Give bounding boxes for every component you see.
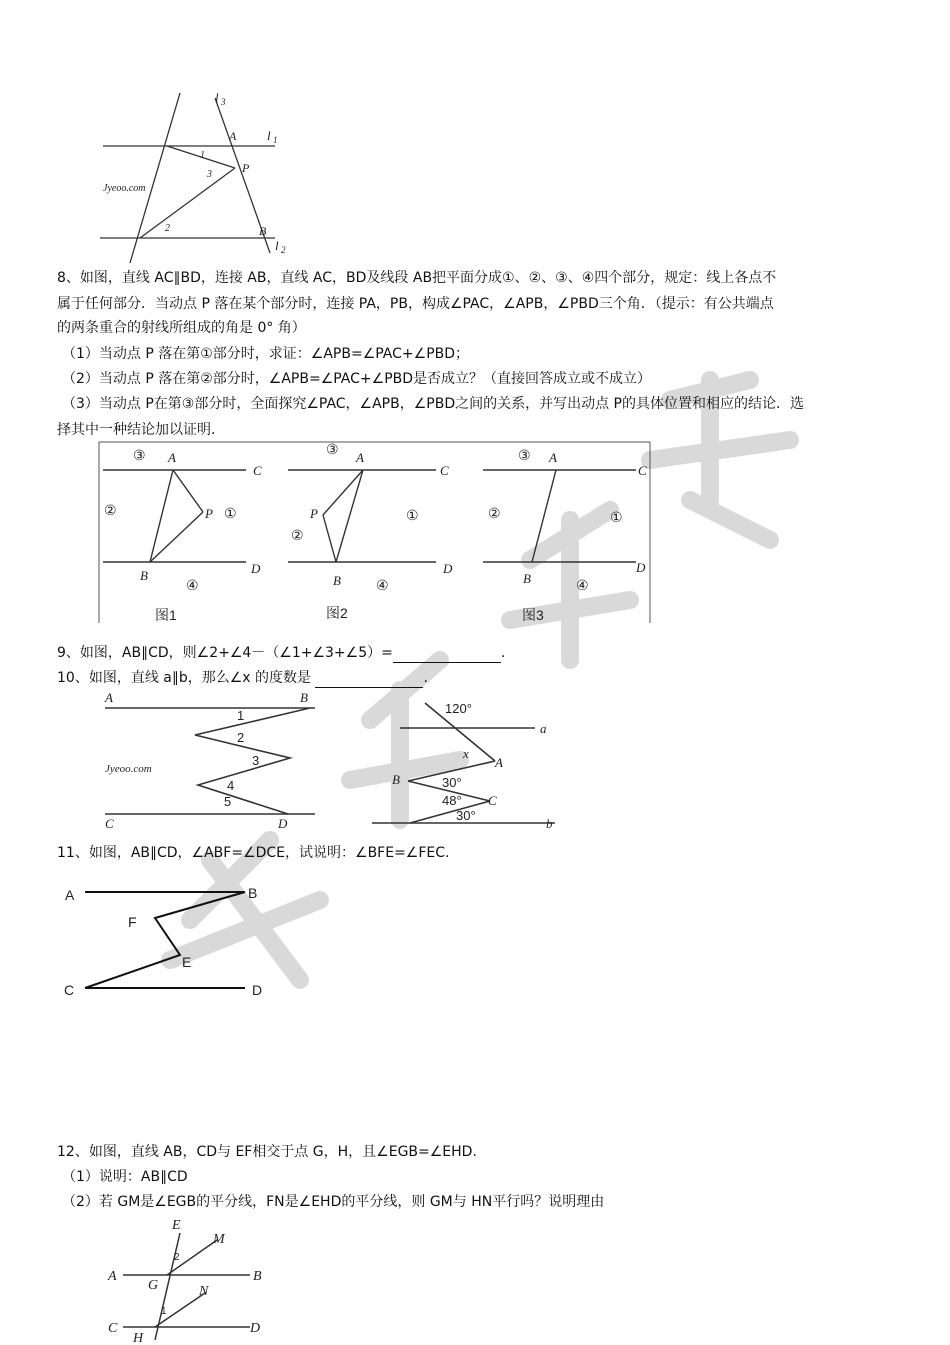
fig3-region3: ③ [518, 447, 531, 463]
fig3-label-D: D [636, 560, 646, 575]
q12-text: 12、如图，直线 AB，CD与 EF相交于点 G，H，且∠EGB=∠EHD. [57, 1144, 477, 1160]
q11-label-D: D [252, 982, 263, 998]
q12-label-B: B [253, 1269, 262, 1284]
q9-label-4: 4 [227, 778, 235, 793]
q12-label-M: M [213, 1232, 225, 1247]
q10-label-30b: 30° [456, 808, 476, 823]
q9-label-D: D [278, 816, 288, 831]
figure-q12 [105, 1215, 275, 1343]
fig2-caption: 图2 [326, 605, 348, 621]
fig3-region1: ① [610, 509, 623, 525]
figure-q9-zigzag [100, 690, 320, 830]
q12-label-H: H [133, 1331, 144, 1345]
fig3-region4: ④ [576, 577, 589, 593]
fig1-region2: ② [104, 502, 117, 518]
q12-label-E: E [172, 1218, 181, 1233]
q10-label-x: x [463, 746, 469, 761]
fig2-region1: ① [406, 507, 419, 523]
q10-label-A: A [495, 755, 503, 770]
fig2-label-P: P [310, 506, 318, 521]
q8-part2: （2）当动点 P 落在第②部分时，∠APB=∠PAC+∠PBD是否成立？（直接回答成立或不成立） [62, 371, 652, 387]
q9-period: . [500, 645, 506, 661]
fig2-region4: ④ [376, 577, 389, 593]
q10-label-48: 48° [442, 793, 462, 808]
label-l2-sub: 2 [281, 245, 286, 255]
label-3: 3 [207, 169, 212, 180]
q9-answer-blank[interactable] [393, 647, 501, 663]
fig2-label-A: A [356, 450, 364, 465]
q8-part1: （1）当动点 P 落在第①部分时，求证：∠APB=∠PAC+∠PBD； [62, 346, 470, 362]
fig1-caption: 图1 [155, 607, 177, 623]
fig2-region3: ③ [326, 441, 339, 457]
fig1-region3: ③ [133, 447, 146, 463]
fig3-label-C: C [638, 463, 647, 478]
q10-answer-blank[interactable] [315, 672, 423, 688]
q9-label-5: 5 [224, 794, 232, 809]
q9-label-1: 1 [237, 708, 245, 723]
label-P: P [242, 161, 250, 175]
q8-part3-cont: 择其中一种结论加以证明. [57, 422, 216, 438]
fig3-label-A: A [549, 450, 557, 465]
q10-question: 10、如图，直线 a∥b，那么∠x 的度数是 [57, 670, 312, 686]
q9-label-A: A [105, 690, 113, 705]
fig3-label-B: B [523, 571, 531, 586]
q10-label-a: a [540, 721, 547, 736]
fig2-label-B: B [333, 573, 341, 588]
fig2-region2: ② [291, 527, 304, 543]
q12-label-C: C [108, 1321, 118, 1336]
watermark-jyeoo-2: Jyeoo.com [105, 763, 152, 775]
q10-text [57, 668, 428, 688]
fig1-label-A: A [168, 450, 176, 465]
q10-label-C: C [488, 793, 497, 808]
fig1-label-P: P [205, 506, 213, 521]
fig1-region1: ① [224, 505, 237, 521]
q11-label-E: E [182, 954, 192, 970]
fig3-region2: ② [488, 505, 501, 521]
q9-label-B: B [300, 690, 308, 705]
fig2-label-D: D [443, 561, 453, 576]
q9-label-2: 2 [237, 730, 245, 745]
q9-question: 9、如图，AB∥CD，则∠2+∠4－（∠1+∠3+∠5）= [57, 645, 393, 661]
q10-label-120: 120° [445, 701, 472, 716]
q11-label-F: F [128, 914, 137, 930]
fig2-label-C: C [440, 463, 449, 478]
figure-q10-parallel [370, 695, 570, 835]
label-l1: l [267, 128, 271, 143]
label-1: 1 [200, 150, 205, 161]
q11-text: 11、如图，AB∥CD，∠ABF=∠DCE，试说明：∠BFE=∠FEC. [57, 845, 450, 861]
figure-q8-three-panels [98, 440, 653, 625]
q10-label-30a: 30° [442, 775, 462, 790]
q11-label-C: C [64, 982, 75, 998]
q10-label-B: B [392, 772, 400, 787]
q12-part2: （2）若 GM是∠EGB的平分线，FN是∠EHD的平分线，则 GM与 HN平行吗？说明理由 [62, 1194, 605, 1210]
figure-lines-l1-l2-l3 [95, 88, 295, 268]
figure-q11 [60, 880, 280, 1000]
label-l3-sub: 3 [221, 97, 226, 107]
q11-label-A: A [65, 887, 75, 903]
fig1-region4: ④ [186, 577, 199, 593]
fig1-label-D: D [251, 561, 261, 576]
q9-label-3: 3 [252, 753, 260, 768]
fig1-label-C: C [253, 463, 262, 478]
watermark-jyeoo: Jyeoo.com [103, 183, 146, 194]
label-2: 2 [165, 223, 170, 234]
q8-text-line2: 属于任何部分．当动点 P 落在某个部分时，连接 PA，PB，构成∠PAC，∠APB，∠PBD三个角．（提示：有公共端点 [57, 296, 774, 312]
fig3-caption: 图3 [522, 607, 544, 623]
q12-label-G: G [148, 1278, 159, 1293]
q10-label-b: b [546, 816, 553, 831]
q9-label-C: C [105, 816, 114, 831]
q12-label-N: N [199, 1284, 209, 1299]
q11-label-B: B [248, 885, 258, 901]
q8-text-line3: 的两条重合的射线所组成的角是 0° 角） [57, 320, 306, 336]
label-l1-sub: 1 [273, 135, 278, 145]
label-B: B [259, 224, 267, 238]
q8-part3: （3）当动点 P在第③部分时，全面探究∠PAC，∠APB，∠PBD之间的关系，并写出动点 P的具体位置和相应的结论．选 [62, 396, 804, 412]
q8-text-line1: 8、如图，直线 AC∥BD，连接 AB，直线 AC，BD及线段 AB把平面分成①、②、③、④四个部分，规定：线上各点不 [57, 270, 777, 286]
q12-label-1: 1 [161, 1306, 167, 1317]
label-A: A [229, 129, 237, 143]
q12-part1: （1）说明：AB∥CD [62, 1169, 188, 1185]
q12-label-2: 2 [174, 1252, 180, 1263]
q10-period: . [423, 670, 428, 686]
label-l3: l [215, 90, 219, 105]
q9-text [57, 643, 505, 663]
label-l2: l [275, 238, 279, 253]
fig1-label-B: B [140, 568, 148, 583]
q12-label-A: A [108, 1269, 117, 1284]
q12-label-D: D [250, 1321, 261, 1336]
